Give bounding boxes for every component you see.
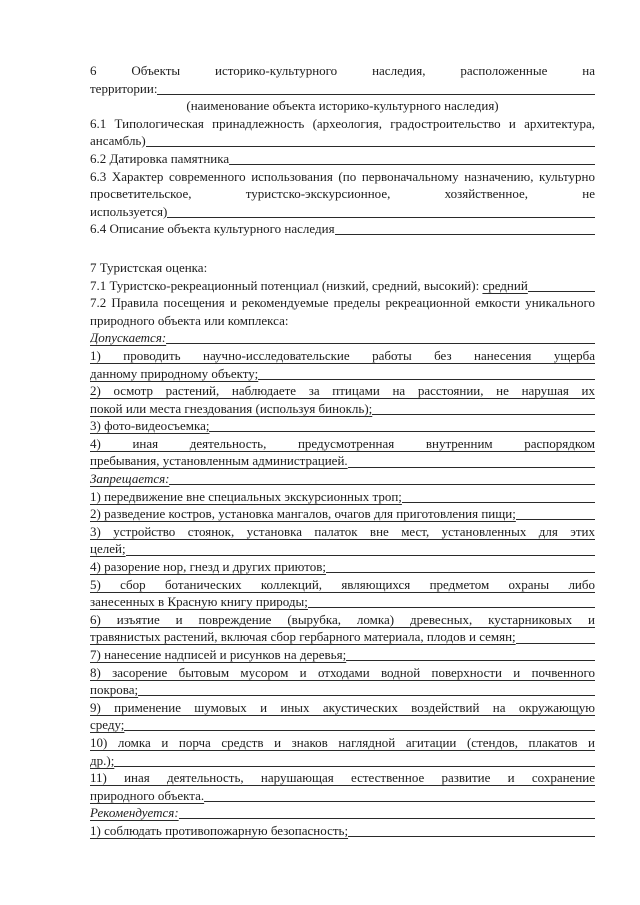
line-text: 6.4 Описание объекта культурного наследия	[90, 221, 335, 237]
line-text: др.);	[90, 752, 115, 768]
line-text: ансамбль)	[90, 133, 146, 149]
line-text: 4) разорение нор, гнезд и других приютов;	[90, 559, 326, 575]
blank-underline	[114, 752, 595, 767]
blank-underline	[516, 628, 595, 643]
blank-underline	[516, 505, 595, 520]
blank-underline	[229, 150, 595, 165]
line-text: травянистых растений, включая сбор гербарного материала, плодов и семян;	[90, 629, 516, 645]
line-text: 1) соблюдать противопожарную безопасность;	[90, 822, 349, 838]
blank-underline	[166, 329, 595, 344]
line-text: 6.2 Датировка памятника	[90, 150, 230, 166]
item-6-3-line1: 6.3 Характер современного использования (по первоначальному назначению, культурно	[90, 168, 595, 184]
forbidden-item-8-line1: 8) засорение бытовым мусором и отходами водной поверхности и почвенного	[90, 664, 595, 680]
forbidden-item-11-line2	[90, 787, 595, 805]
blank-underline	[346, 646, 595, 661]
blank-underline	[326, 558, 595, 573]
line-text: 7.1 Туристско-рекреационный потенциал (низкий, средний, высокий):	[90, 277, 483, 293]
allowed-item-2-line2	[90, 400, 595, 418]
filled-in-value: средний	[482, 277, 528, 293]
line-text: пребывания, установленным администрацией.	[90, 453, 348, 469]
allowed-item-2-line1: 2) осмотр растений, наблюдаете за птицами на расстоянии, не нарушая их	[90, 383, 595, 399]
blank-underline	[335, 220, 595, 235]
blank-underline	[169, 470, 595, 485]
item-7-2-line1: 7.2 Правила посещения и рекомендуемые пределы рекреационной емкости уникального	[90, 295, 595, 311]
forbidden-item-11-line1: 11) иная деятельность, нарушающая естественное развитие и сохранение	[90, 770, 595, 786]
blank-underline	[138, 681, 595, 696]
item-7-2-line2: природного объекта или комплекса:	[90, 312, 289, 328]
line-text: 1) передвижение вне специальных экскурсионных троп;	[90, 488, 402, 504]
blank-underline	[209, 417, 595, 432]
blank-underline	[157, 80, 595, 95]
forbidden-item-5-line1: 5) сбор ботанических коллекций, являющихся предметом охраны либо	[90, 576, 595, 592]
item-7-1-potential	[90, 277, 595, 295]
document-body	[90, 62, 595, 840]
forbidden-item-8-line2	[90, 681, 595, 699]
item-6-4-blank	[90, 220, 595, 238]
blank-underline	[124, 716, 595, 731]
item-6-2-blank	[90, 150, 595, 168]
line-text: природного объекта.	[90, 787, 205, 803]
blank-underline	[308, 593, 595, 608]
line-text: Рекомендуется:	[90, 805, 179, 821]
line-text: покрова;	[90, 682, 139, 698]
recommended-header	[90, 804, 595, 822]
item-6-3-line2: просветительское, туристско-экскурсионное, хозяйственное, не	[90, 186, 595, 202]
item-6-1-line2-blank	[90, 132, 595, 150]
forbidden-item-9-line2	[90, 716, 595, 734]
blank-underline	[179, 804, 595, 819]
blank-underline	[258, 365, 595, 380]
section7-heading: 7 Туристская оценка:	[90, 259, 208, 275]
line-text: среду;	[90, 717, 125, 733]
forbidden-item-7	[90, 646, 595, 664]
line-text: Допускается:	[90, 330, 167, 346]
forbidden-item-5-line2	[90, 593, 595, 611]
forbidden-item-9-line1: 9) применение шумовых и иных акустических воздействий на окружающую	[90, 699, 595, 715]
forbidden-item-3-line1: 3) устройство стоянок, установка палаток вне мест, установленных для этих	[90, 523, 595, 539]
item-6-3-line3-blank	[90, 203, 595, 221]
allowed-item-4-line2	[90, 452, 595, 470]
forbidden-item-10-line2	[90, 752, 595, 770]
line-text: целей;	[90, 541, 126, 557]
section6-territory-blank	[90, 80, 595, 98]
blank-underline	[204, 787, 595, 802]
blank-underline	[146, 132, 595, 147]
line-text: используется)	[90, 203, 168, 219]
section6-heading-line1: 6 Объекты историко-культурного наследия, расположенные на	[90, 63, 595, 78]
line-text: 7) нанесение надписей и рисунков на деревья;	[90, 647, 347, 662]
forbidden-item-6-line2	[90, 628, 595, 646]
blank-underline	[372, 400, 595, 415]
line-text: Запрещается:	[90, 471, 170, 487]
blank-underline	[126, 540, 595, 555]
line-text: занесенных в Красную книгу природы;	[90, 594, 308, 610]
line-text: территории:	[90, 80, 158, 96]
forbidden-item-6-line1: 6) изъятие и повреждение (вырубка, ломка) древесных, кустарниковых и	[90, 611, 595, 627]
allowed-item-4-line1: 4) иная деятельность, предусмотренная внутренним распорядком	[90, 435, 595, 451]
forbidden-item-10-line1: 10) ломка и порча средств и знаков наглядной агитации (стендов, плакатов и	[90, 734, 595, 750]
forbidden-item-3-line2	[90, 540, 595, 558]
blank-underline	[348, 452, 595, 467]
forbidden-item-1	[90, 488, 595, 506]
allowed-item-1-line1: 1) проводить научно-исследовательские работы без нанесения ущерба	[90, 347, 595, 363]
recommended-item-1	[90, 822, 595, 840]
allowed-item-3	[90, 417, 595, 435]
blank-underline	[348, 822, 595, 837]
section6-caption: (наименование объекта историко-культурного наследия)	[186, 98, 499, 114]
forbidden-item-4	[90, 558, 595, 576]
item-6-1-line1: 6.1 Типологическая принадлежность (археология, градостроительство и архитектура,	[90, 115, 595, 131]
blank-underline	[402, 488, 595, 503]
forbidden-header	[90, 470, 595, 488]
blank-underline	[167, 203, 595, 218]
section-spacer	[90, 238, 595, 259]
line-text: 3) фото-видеосъемка;	[90, 418, 210, 434]
line-text: 2) разведение костров, установка мангалов, очагов для приготовления пищи;	[90, 506, 516, 522]
blank-underline	[528, 277, 595, 292]
line-text: покой или места гнездования (используя бинокль);	[90, 400, 373, 416]
allowed-item-1-line2	[90, 365, 595, 383]
forbidden-item-2	[90, 505, 595, 523]
allowed-header	[90, 329, 595, 347]
line-text: данному природному объекту;	[90, 365, 259, 381]
